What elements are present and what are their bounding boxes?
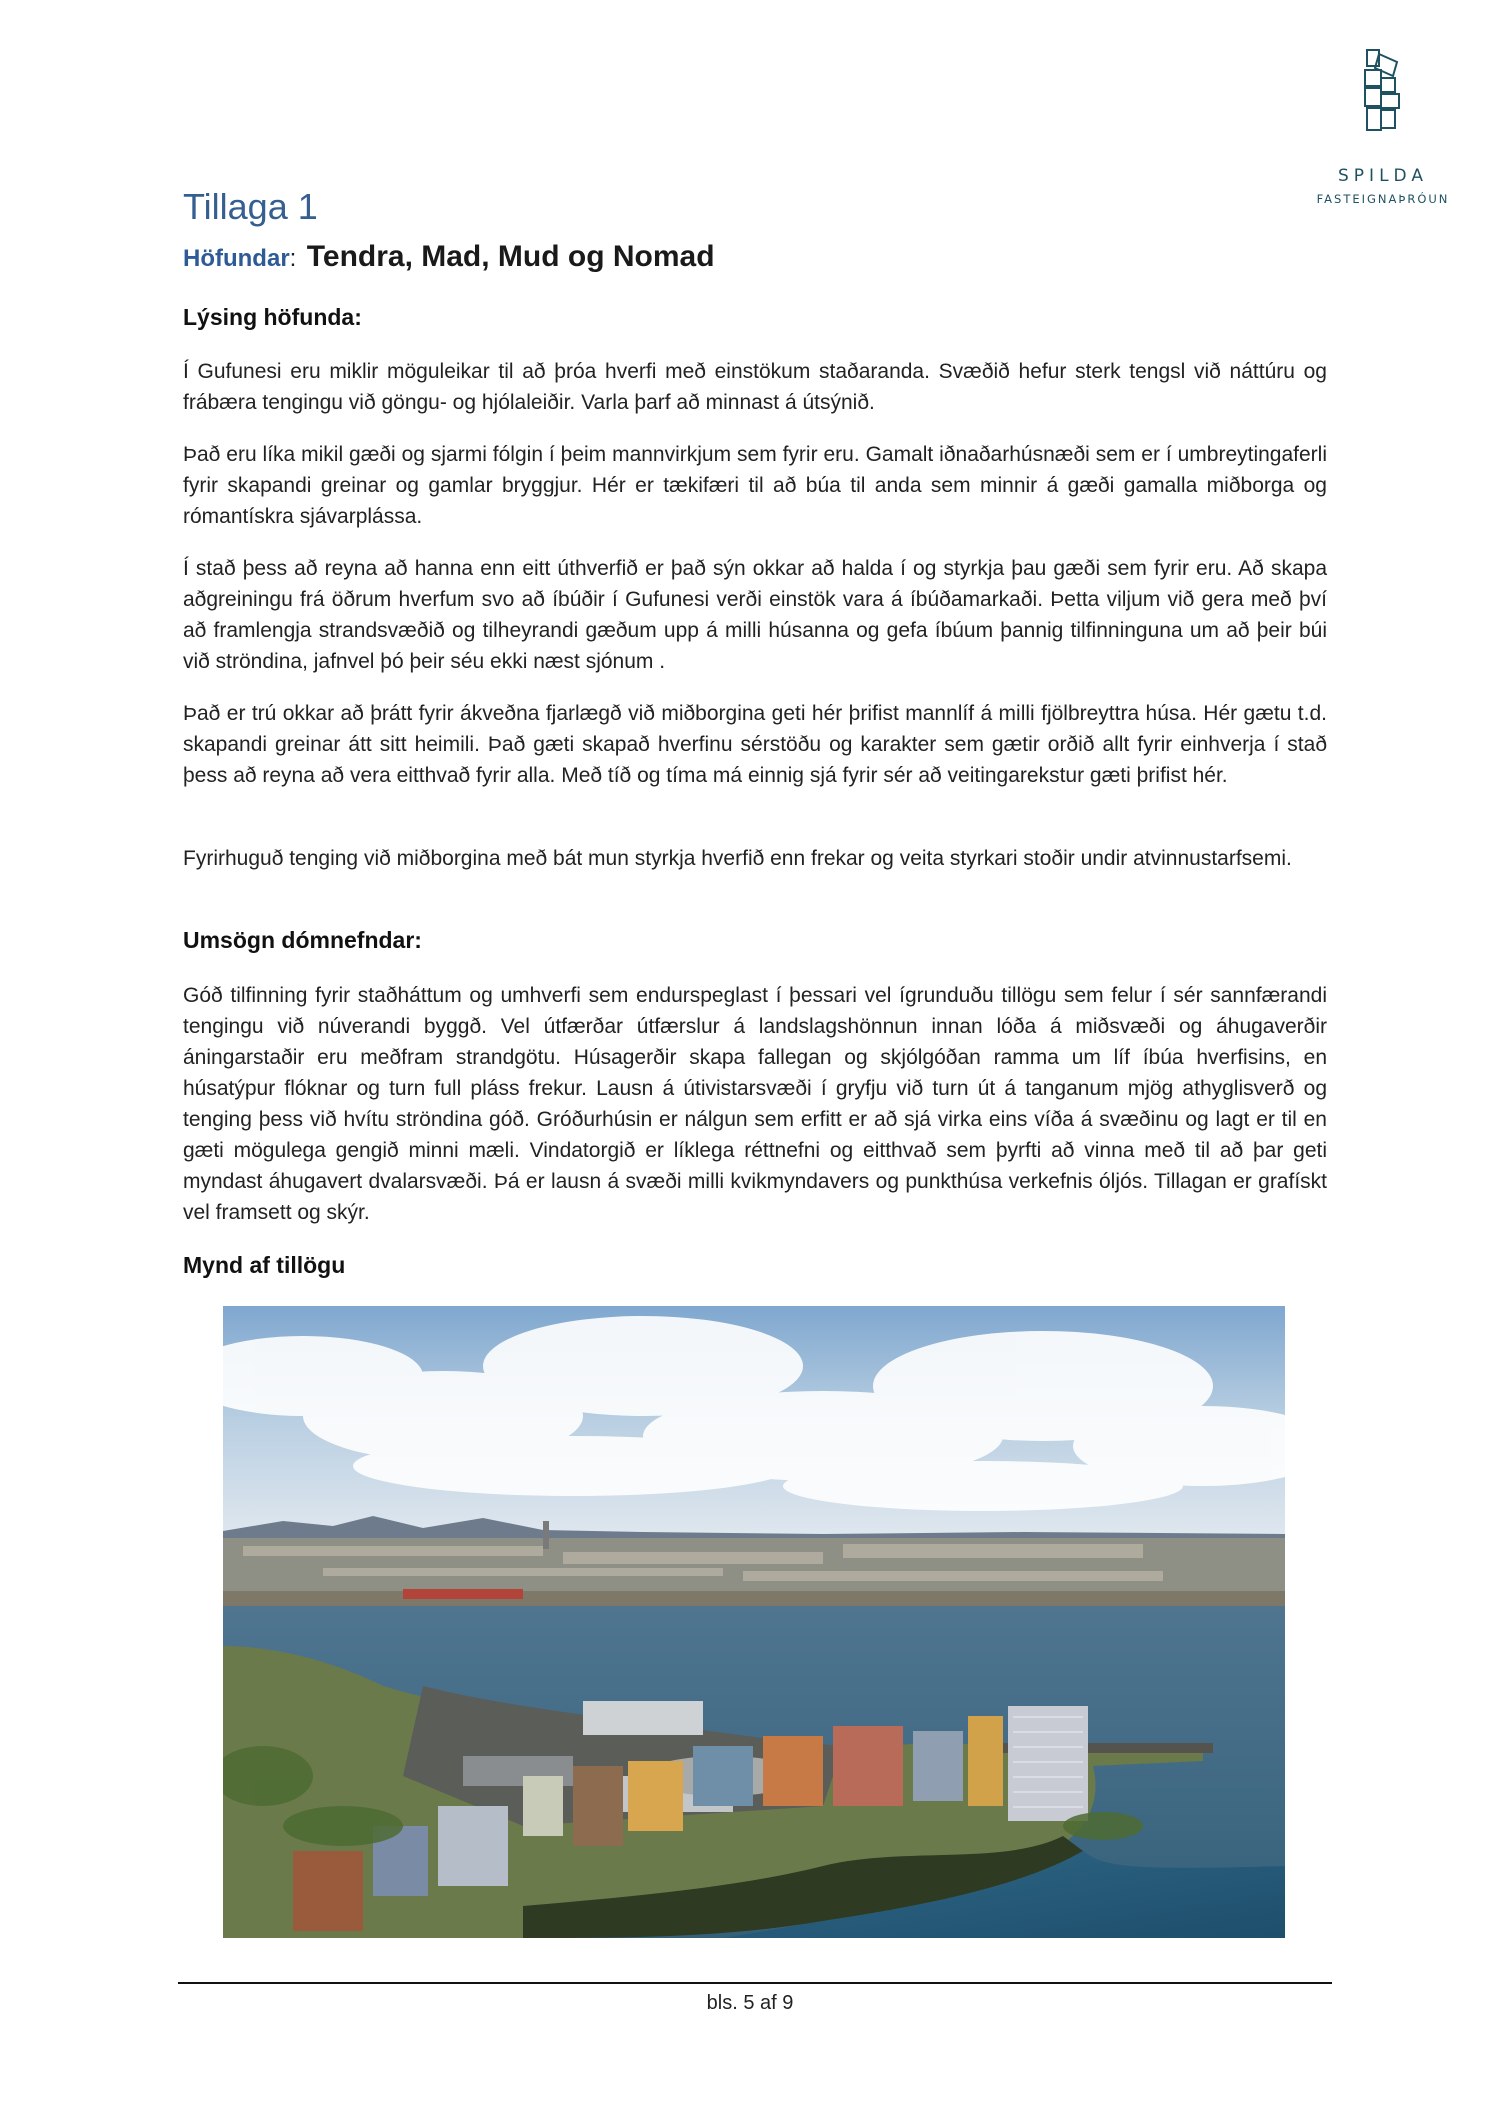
jury-paragraph: Góð tilfinning fyrir staðháttum og umhverfi sem endurspeglast í þessari vel ígrunduðu tillögu sem felur í sér sannfærandi tengingu við núverandi byggð. Vel útfærðar útfærslur á landslagshönnun innan lóða á miðsvæði og áhugaverðir áningarstaðir eru meðfram strandgötu. Húsagerðir skapa fallegan og skjólgóðan ramma um líf íbúa hverfisins, en húsatýpur flóknar og turn full pláss frekur. Lausn á útivistarsvæði í gryfju við turn út á tanganum mjög athyglisverð og tenging þess við hvítu ströndina góð. Gróðurhúsin er nálgun sem erfitt er að sjá virka eins víða á svæðinu og lagt er til en gæti mögulega gengið minni mæli. Vindatorgið er líklega réttnefni og eitthvað sem þyrfti að vinna með til að þar geti myndast áhugavert dvalarsvæði. Þá er lausn á svæði milli kvikmyndavers og punkthúsa verkefnis óljós. Tillagan er grafískt vel framsett og skýr. <box>183 984 1327 1224</box>
footer-divider <box>178 1982 1332 1984</box>
authors-colon: : <box>289 245 297 272</box>
page-title: Tillaga 1 <box>183 186 318 227</box>
page-number: bls. 5 af 9 <box>706 1992 794 2014</box>
description-paragraph-2: Það eru líka mikil gæði og sjarmi fólgin í þeim mannvirkjum sem fyrir eru. Gamalt iðnaðarhúsnæði sem er í umbreytingaferli fyrir skapandi greinar og gamlar bryggjur. Hér er tækifæri til að búa til anda sem minnir á gæði gamalla miðborga og rómantískra sjávarplássa. <box>183 443 1327 528</box>
authors-label: Höfundar <box>183 245 290 272</box>
jury-heading: Umsögn dómnefndar: <box>183 927 422 953</box>
description-paragraph-4: Það er trú okkar að þrátt fyrir ákveðna fjarlægð við miðborgina geti hér þrifist mannlíf á milli fjölbreyttra húsa. Hér gætu t.d. skapandi greinar átt sitt heimili. Það gæti skapað hverfinu sérstöðu og karakter sem gætir orðið allt fyrir einhverja í stað þess að reyna að vera eitthvað fyrir alla. Með tíð og tíma má einnig sjá fyrir sér að veitingarekstur gæti þrifist hér. <box>183 702 1327 787</box>
spilda-logo <box>1298 48 1468 218</box>
description-heading: Lýsing höfunda: <box>183 304 362 330</box>
description-paragraph-1: Í Gufunesi eru miklir möguleikar til að þróa hverfi með einstökum staðaranda. Svæðið hefur sterk tengsl við náttúru og frábæra tengingu við göngu- og hjólaleiðir. Varla þarf að minnast á útsýnið. <box>183 360 1327 414</box>
description-paragraph-3: Í stað þess að reyna að hanna enn eitt úthverfið er það sýn okkar að halda í og styrkja þau gæði sem fyrir eru. Að skapa aðgreiningu frá öðrum hverfum svo að íbúðir í Gufunesi verði einstök vara á íbúðamarkaði. Þetta viljum við gera með því að framlengja strandsvæðið og tilheyrandi gæðum upp á milli húsanna og gefa íbúum þannig tilfinninguna um að þeir búi við ströndina, jafnvel þó þeir séu ekki næst sjónum . <box>183 557 1327 673</box>
description-paragraph-5: Fyrirhuguð tenging við miðborgina með bát mun styrkja hverfið enn frekar og veita styrkari stoðir undir atvinnustarfsemi. <box>183 847 1292 870</box>
spilda-logo-mark-icon <box>1353 48 1413 148</box>
logo-brand-name: SPILDA <box>1338 166 1428 186</box>
authors-row <box>183 240 715 274</box>
proposal-aerial-image <box>223 1306 1285 1938</box>
authors-names: Tendra, Mad, Mud og Nomad <box>306 240 715 273</box>
logo-subtitle: FASTEIGNAÞRÓUN <box>1316 192 1450 206</box>
image-heading: Mynd af tillögu <box>183 1252 346 1278</box>
